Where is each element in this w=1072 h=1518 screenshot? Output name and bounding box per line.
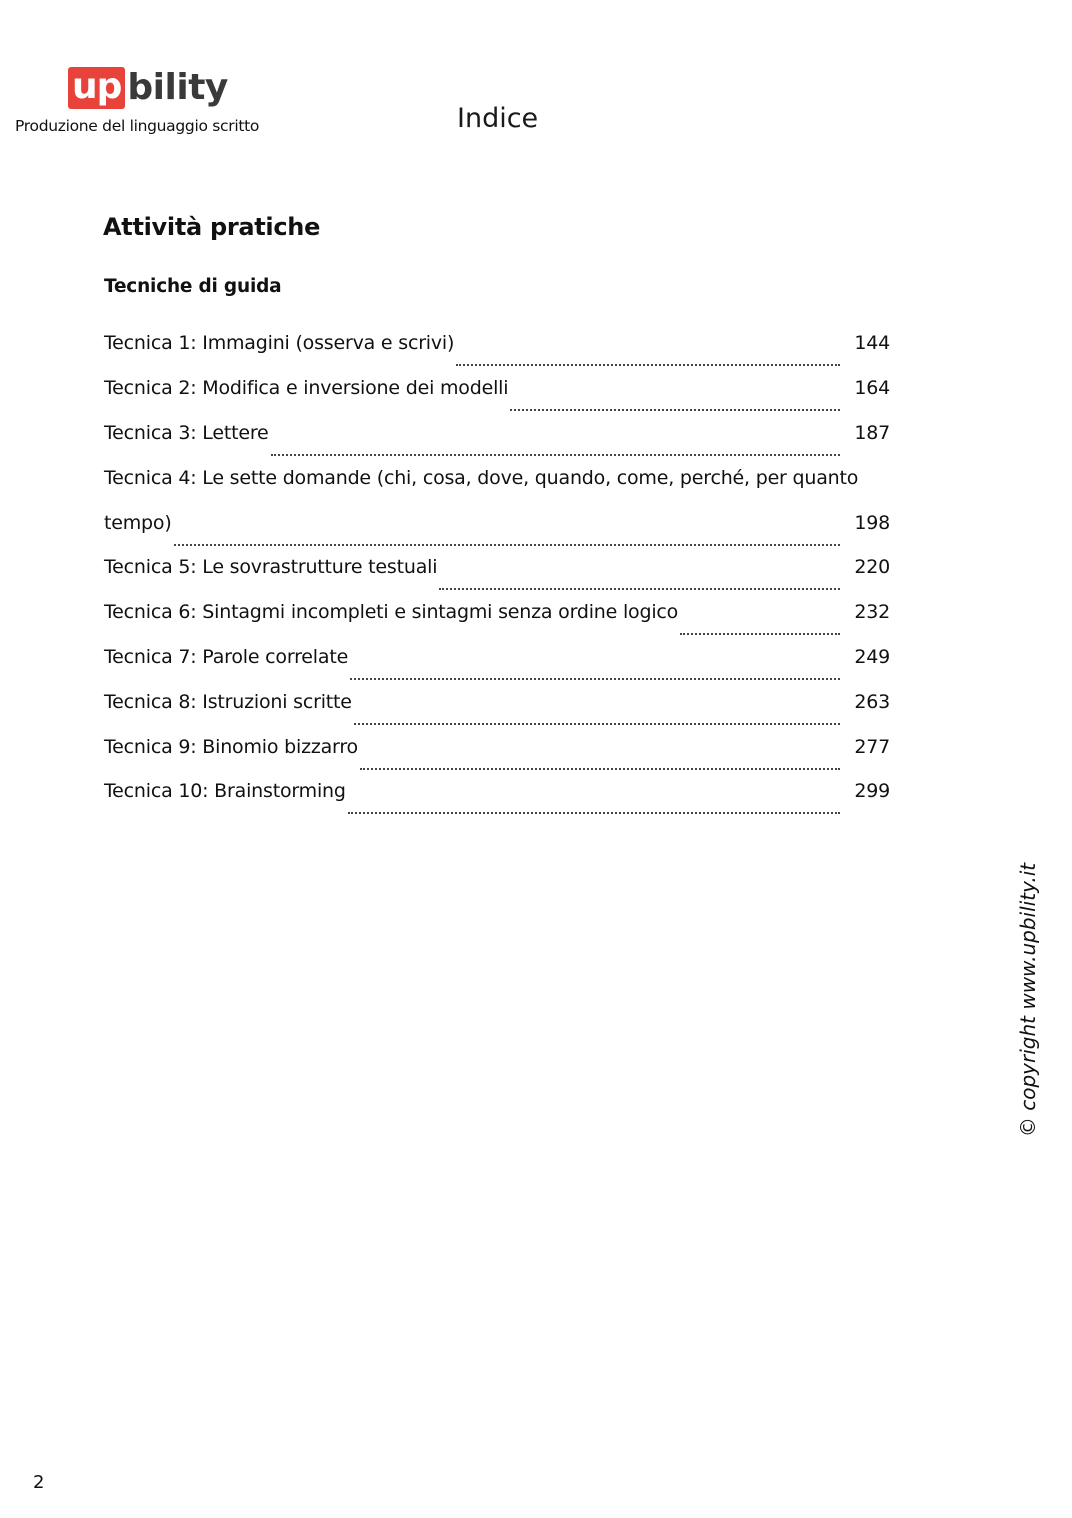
toc-entry-page: 299 <box>854 780 890 803</box>
toc-entry-page: 277 <box>854 735 890 758</box>
dot-leader <box>350 676 840 680</box>
toc-entry-label-line1: Tecnica 4: Le sette domande (chi, cosa, dove, quando, come, perché, per quanto <box>104 466 859 489</box>
toc-entry-label: Tecnica 9: Binomio bizzarro <box>104 735 358 758</box>
toc-entry-page: 187 <box>854 421 890 444</box>
toc-entry-page: 198 <box>854 511 890 534</box>
toc-entry-label: Tecnica 5: Le sovrastrutture testuali <box>104 556 438 579</box>
toc-entry-label: tempo) <box>104 511 172 534</box>
toc-entry-page: 220 <box>854 556 890 579</box>
toc-entry-label: Tecnica 8: Istruzioni scritte <box>104 690 352 713</box>
toc-entry-line1[interactable] <box>104 455 894 500</box>
dot-leader <box>348 810 841 814</box>
subsection-title: Tecniche di guida <box>104 276 282 297</box>
book-subtitle: Produzione del linguaggio scritto <box>15 117 260 135</box>
dot-leader <box>354 721 841 725</box>
dot-leader <box>360 766 840 770</box>
toc-entry-label: Tecnica 7: Parole correlate <box>104 645 349 668</box>
toc-entry-page: 164 <box>854 377 890 400</box>
copyright-notice: © copyright www.upbility.it <box>1016 862 1040 1138</box>
toc-entry-page: 249 <box>854 645 890 668</box>
toc-entry[interactable] <box>104 411 894 456</box>
dot-leader <box>510 407 840 411</box>
toc-entry-label: Tecnica 1: Immagini (osserva e scrivi) <box>104 332 455 355</box>
toc-entry[interactable] <box>104 679 894 724</box>
dot-leader <box>680 631 840 635</box>
toc-entry[interactable] <box>104 724 894 769</box>
table-of-contents <box>104 321 894 814</box>
toc-entry-label: Tecnica 3: Lettere <box>104 421 269 444</box>
dot-leader <box>271 452 841 456</box>
toc-entry[interactable] <box>104 545 894 590</box>
page-title: Indice <box>457 103 539 134</box>
toc-entry-page: 263 <box>854 690 890 713</box>
logo-highlight: up <box>68 67 125 109</box>
toc-entry-label: Tecnica 2: Modifica e inversione dei modelli <box>104 377 509 400</box>
page-number: 2 <box>33 1472 45 1493</box>
dot-leader <box>439 586 840 590</box>
dot-leader <box>174 542 841 546</box>
toc-entry[interactable] <box>104 321 894 366</box>
toc-entry[interactable] <box>104 366 894 411</box>
toc-entry-page: 144 <box>854 332 890 355</box>
toc-entry-label: Tecnica 6: Sintagmi incompleti e sintagmi senza ordine logico <box>104 601 679 624</box>
toc-entry-label: Tecnica 10: Brainstorming <box>104 780 346 803</box>
toc-entry-page: 232 <box>854 601 890 624</box>
toc-entry[interactable] <box>104 769 894 814</box>
toc-entry[interactable] <box>104 635 894 680</box>
section-title: Attività pratiche <box>103 213 321 241</box>
dot-leader <box>456 362 840 366</box>
upbility-logo <box>68 66 228 110</box>
toc-entry[interactable] <box>104 500 894 545</box>
logo-rest: bility <box>127 67 228 108</box>
toc-entry[interactable] <box>104 590 894 635</box>
